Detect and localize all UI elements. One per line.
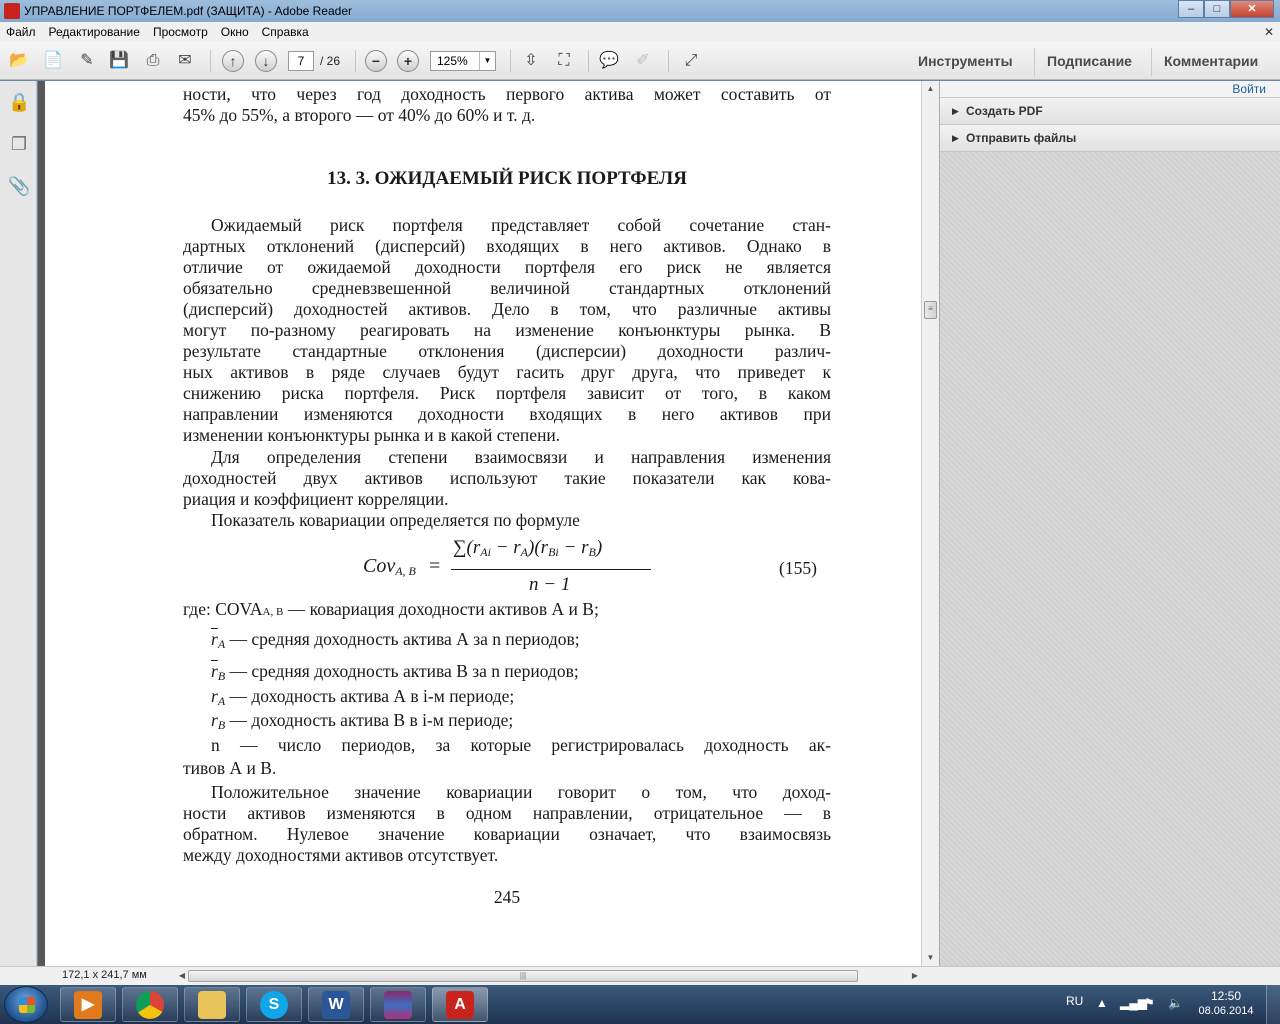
text-line: между доходностями активов отсутствует.	[183, 845, 499, 865]
show-hidden-icons-icon[interactable]: ▲	[1096, 996, 1108, 1010]
media-player-icon: ▶	[74, 991, 102, 1019]
fit-page-icon[interactable]: ⛶	[558, 52, 570, 69]
text-line: ности активов изменяются в одном направлении, отрицательное — в	[183, 803, 831, 823]
formula-lhs-sub: A, B	[395, 564, 416, 578]
window-title: УПРАВЛЕНИЕ ПОРТФЕЛЕМ.pdf (ЗАЩИТА) - Adobe Reader	[24, 4, 352, 18]
panel-send-files[interactable]	[940, 125, 1280, 152]
chrome-icon	[136, 991, 164, 1019]
tab-tools[interactable]: Инструменты	[918, 53, 1013, 69]
volume-icon[interactable]: 🔈	[1168, 996, 1183, 1010]
formula-lhs	[363, 556, 416, 582]
pages-icon[interactable]: ❐	[10, 134, 28, 154]
menu-bar	[0, 22, 1280, 42]
save-icon[interactable]: 💾	[109, 52, 129, 69]
window-controls	[1178, 0, 1274, 18]
comment-icon[interactable]: 💬	[599, 52, 619, 69]
symbol: r	[211, 686, 218, 706]
open-icon[interactable]: 📂	[9, 52, 29, 69]
print-icon[interactable]: ⎙	[146, 52, 160, 69]
formula-eq: =	[429, 555, 441, 577]
zoom-value: 125%	[437, 54, 468, 68]
definition-line	[211, 629, 580, 655]
menu-edit[interactable]: Редактирование	[48, 25, 140, 39]
formula-lhs-text: Cov	[363, 555, 396, 577]
text-line: Для определения степени взаимосвязи и направления изменения	[211, 447, 831, 467]
lock-icon[interactable]: 🔒	[8, 92, 31, 112]
text-line: Показатель ковариации определяется по формуле	[211, 510, 580, 530]
next-page-icon[interactable]: ↓	[255, 50, 277, 72]
formula-sub: B	[588, 545, 596, 559]
zoom-in-icon[interactable]: +	[397, 50, 419, 72]
panel-create-pdf[interactable]	[940, 98, 1280, 125]
close-document-icon[interactable]: ✕	[1263, 25, 1274, 39]
symbol: $\overline{r}$	[211, 629, 218, 649]
status-bar	[0, 966, 1280, 985]
scroll-down-icon[interactable]: ▼	[926, 953, 935, 962]
tools-pane-header	[940, 81, 1280, 98]
formula-number: (155)	[779, 558, 817, 578]
definition-line	[211, 661, 579, 687]
taskbar-app-skype[interactable]	[246, 987, 302, 1022]
text-line: могут по-разному реагировать на изменение конъюнктуры рынка. В	[183, 320, 831, 340]
where-label: где: COVA	[183, 599, 263, 619]
taskbar-app-word[interactable]	[308, 987, 364, 1022]
definition-text: — средняя доходность актива В за n периодов;	[225, 661, 579, 681]
menu-window[interactable]: Окно	[220, 25, 249, 39]
clock-time[interactable]: 12:50	[1210, 989, 1242, 1003]
skype-icon: S	[260, 991, 288, 1019]
definition-line: n — число периодов, за которые регистрировалась доходность ак-	[211, 735, 831, 755]
tab-divider	[1034, 48, 1035, 76]
text-line: риация и коэффициент корреляции.	[183, 489, 449, 509]
title-bar	[0, 0, 1280, 22]
zoom-out-icon[interactable]: −	[365, 50, 387, 72]
login-link[interactable]: Войти	[1232, 82, 1266, 96]
tab-sign[interactable]: Подписание	[1047, 53, 1132, 69]
text-line: Положительное значение ковариации говорит о том, что доход-	[211, 782, 831, 802]
definition-line	[211, 710, 513, 736]
text-line: (дисперсий) доходностей активов. Дело в том, что различные активы	[183, 299, 831, 319]
fraction-bar	[451, 569, 651, 570]
close-button[interactable]: ✕	[1230, 0, 1274, 18]
text-line: результате стандартные отклонения (дисперсии) доходности различ-	[183, 341, 831, 361]
show-desktop-button[interactable]	[1266, 985, 1280, 1024]
network-icon[interactable]: ▂▄▆	[1120, 996, 1147, 1010]
menu-help[interactable]: Справка	[261, 25, 309, 39]
section-heading: 13. 3. ОЖИДАЕМЫЙ РИСК ПОРТФЕЛЯ	[327, 168, 687, 189]
text-line: изменении конъюнктуры рынка и в какой степени.	[183, 425, 561, 445]
fullscreen-icon[interactable]: ⤢	[684, 52, 698, 69]
toolbar-divider	[510, 50, 511, 72]
menu-file[interactable]: Файл	[6, 25, 36, 39]
text-line: обратном. Нулевое значение ковариации означает, что взаимосвязь	[183, 824, 831, 844]
text-line: отличие от ожидаемой доходности портфеля его риск не является	[183, 257, 831, 277]
formula-part: − r	[490, 537, 521, 558]
formula-sub: Ai	[480, 545, 491, 559]
symbol: r	[211, 710, 218, 730]
winrar-icon	[384, 991, 412, 1019]
prev-page-icon[interactable]: ↑	[222, 50, 244, 72]
definition-text: — средняя доходность актива А за n периодов;	[225, 629, 580, 649]
maximize-button[interactable]: □	[1204, 0, 1230, 18]
scroll-left-icon[interactable]: ◀	[178, 971, 186, 980]
zoom-select[interactable]	[430, 51, 496, 71]
text-line: направлении изменяются доходности входящих в него активов при	[183, 404, 831, 424]
tab-comments[interactable]: Комментарии	[1164, 53, 1259, 69]
page-size: 172,1 x 241,7 мм	[62, 969, 147, 981]
formula-sum: ∑(r	[453, 537, 481, 558]
text-line: ности, что через год доходность первого актива может составить от	[183, 84, 831, 104]
page-total: / 26	[320, 54, 341, 68]
language-indicator[interactable]: RU	[1066, 994, 1084, 1008]
formula-part: − r	[558, 537, 589, 558]
symbol-sub: A	[217, 637, 226, 651]
navigation-pane	[0, 81, 37, 966]
menu-view[interactable]: Просмотр	[152, 25, 208, 39]
taskbar	[0, 985, 1280, 1024]
symbol: $\overline{r}$	[211, 661, 218, 681]
scroll-thumb[interactable]: |||	[188, 970, 858, 982]
action-center-flag-icon[interactable]: ⚑	[1144, 996, 1155, 1010]
word-icon: W	[322, 991, 350, 1019]
toolbar-divider	[355, 50, 356, 72]
text-line: доходностей двух активов используют такие показатели как кова-	[183, 468, 831, 488]
where-text: — ковариация доходности активов А и В;	[283, 599, 599, 619]
taskbar-app-winrar[interactable]	[370, 987, 426, 1022]
taskbar-app-media-player[interactable]	[60, 987, 116, 1022]
text-line: ных активов в ряде случаев будут гасить друг друга, что приведет к	[183, 362, 831, 382]
panel-label: Отправить файлы	[966, 131, 1077, 145]
toolbar	[0, 42, 1280, 80]
chevron-down-icon[interactable]: ▼	[479, 52, 495, 70]
page-number-input[interactable]: 7	[288, 51, 314, 71]
toolbar-divider	[588, 50, 589, 72]
definition-text: — доходность актива А в i-м периоде;	[225, 686, 515, 706]
document-area	[38, 81, 921, 966]
horizontal-scrollbar[interactable]	[176, 969, 921, 983]
text-line: обязательно средневзвешенной величиной стандартных отклонений	[183, 278, 831, 298]
expand-icon: ▶	[952, 133, 959, 143]
symbol-sub: B	[217, 718, 226, 732]
expand-icon: ▶	[952, 106, 959, 116]
page-number: 245	[493, 887, 521, 907]
adobe-reader-icon: A	[446, 991, 474, 1019]
pdf-page	[45, 81, 921, 966]
start-button[interactable]	[4, 986, 48, 1023]
attachment-icon[interactable]: 📎	[8, 176, 31, 196]
vertical-scrollbar[interactable]	[921, 81, 939, 966]
where-line	[183, 599, 599, 623]
formula-numerator	[453, 537, 602, 563]
create-pdf-icon[interactable]: 📄	[43, 52, 63, 69]
taskbar-app-chrome[interactable]	[122, 987, 178, 1022]
text-line: Ожидаемый риск портфеля представляет собой сочетание стан-	[211, 215, 831, 235]
highlight-icon[interactable]: ✐	[636, 52, 650, 69]
windows-logo-icon	[19, 997, 35, 1013]
panel-label: Создать PDF	[966, 104, 1043, 118]
edit-icon[interactable]: ✎	[80, 52, 94, 69]
formula-sub: Bi	[548, 545, 559, 559]
definition-line	[211, 686, 514, 712]
scroll-up-icon[interactable]: ▲	[926, 84, 935, 93]
text-line: 45% до 55%, а второго — от 40% до 60% и т. д.	[183, 105, 536, 125]
taskbar-app-explorer[interactable]	[184, 987, 240, 1022]
definition-text: — доходность актива В в i-м периоде;	[225, 710, 514, 730]
scroll-right-icon[interactable]: ▶	[911, 971, 919, 980]
text-line: снижению риска портфеля. Риск портфеля зависит от того, в каком	[183, 383, 831, 403]
email-icon[interactable]: ✉	[178, 52, 192, 69]
minimize-button[interactable]: –	[1178, 0, 1204, 18]
toolbar-divider	[210, 50, 211, 72]
taskbar-app-adobe-reader[interactable]	[432, 987, 488, 1022]
formula-part: )	[595, 537, 603, 558]
formula-denominator: n − 1	[529, 574, 571, 595]
scroll-thumb[interactable]: ≡	[924, 301, 937, 319]
symbol-sub: A	[217, 694, 226, 708]
definition-line: тивов А и В.	[183, 758, 277, 778]
folder-icon	[198, 991, 226, 1019]
adobe-reader-icon	[4, 3, 20, 19]
toolbar-divider	[668, 50, 669, 72]
tab-divider	[1151, 48, 1152, 76]
clock-date[interactable]: 08.06.2014	[1198, 1005, 1254, 1017]
where-sub: A, B	[262, 606, 284, 618]
formula-part: )(r	[528, 537, 549, 558]
fit-width-icon[interactable]: ⇳	[524, 52, 538, 69]
tools-pane	[939, 81, 1280, 966]
symbol-sub: B	[217, 669, 226, 683]
formula-sub: A	[520, 545, 529, 559]
text-line: дартных отклонений (дисперсий) входящих в него активов. Однако в	[183, 236, 831, 256]
